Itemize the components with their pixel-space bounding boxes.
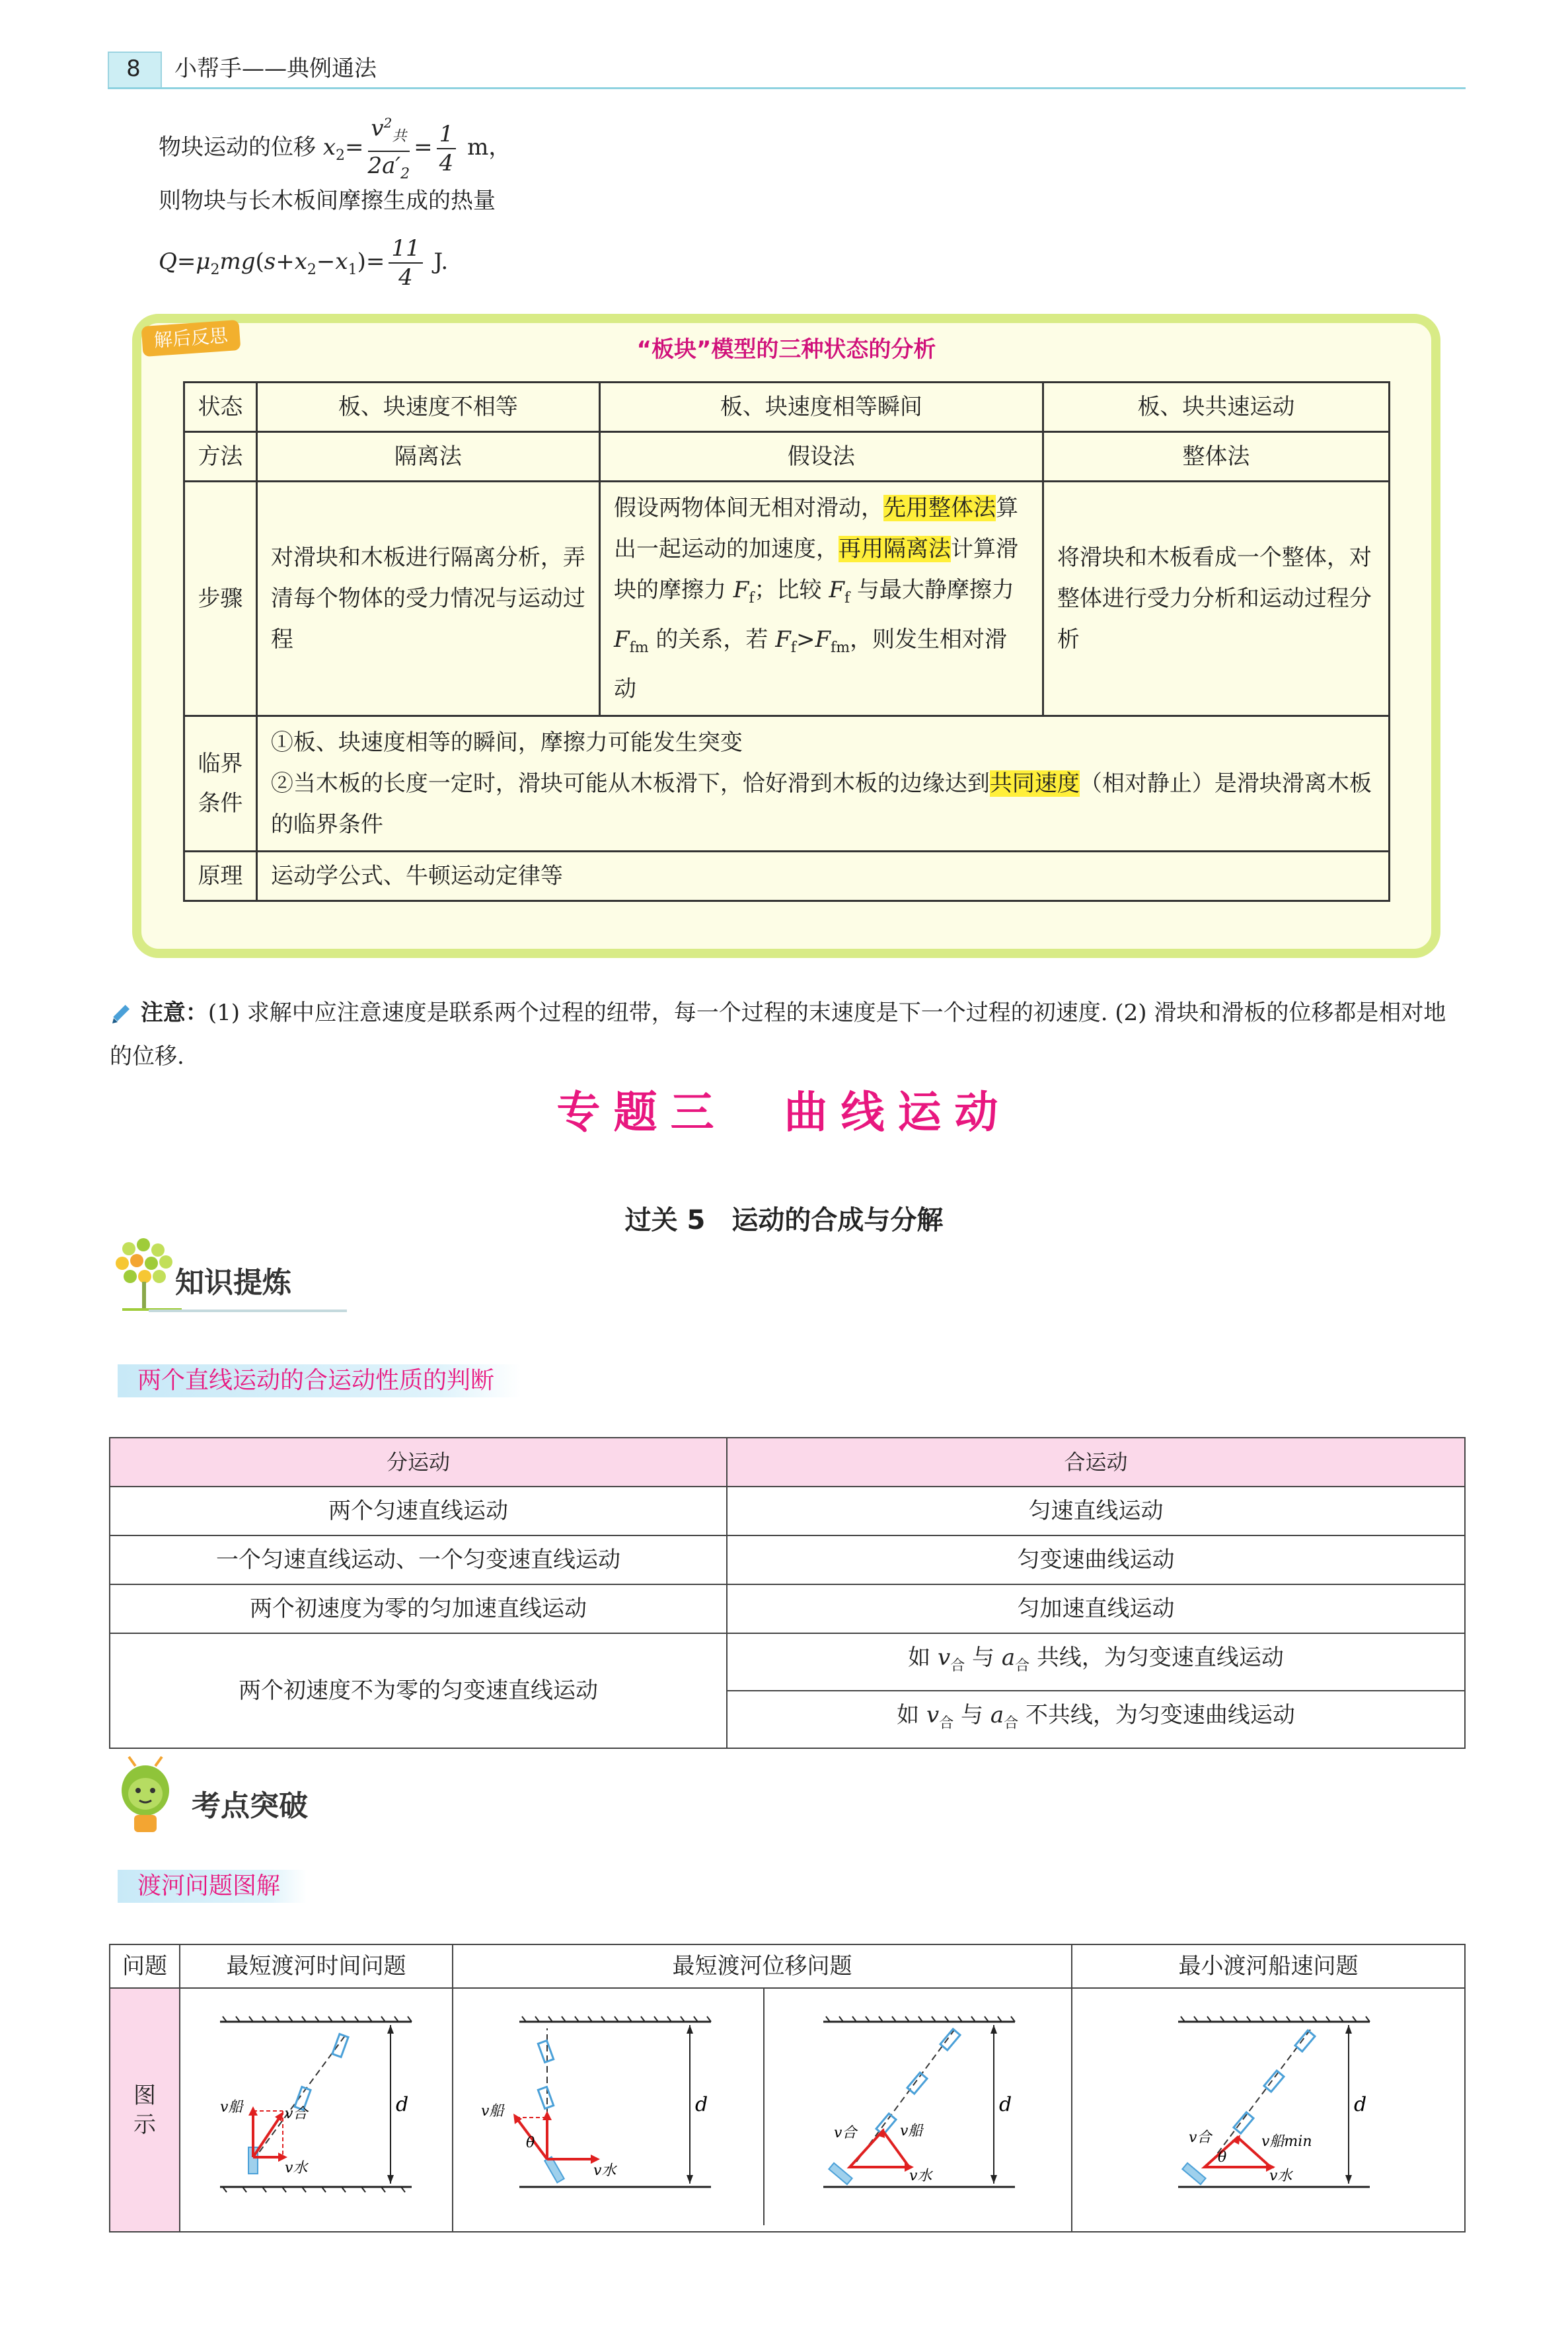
table-row xyxy=(110,1487,1465,1535)
table-cell: 匀速直线运动 xyxy=(727,1487,1465,1535)
table-row xyxy=(110,1633,1465,1691)
row-label: 步骤 xyxy=(184,482,257,716)
table-cell: 一个匀速直线运动、一个匀变速直线运动 xyxy=(110,1535,727,1584)
table-cell: 匀加速直线运动 xyxy=(727,1584,1465,1633)
highlight-text: 再用隔离法 xyxy=(838,536,951,562)
table-header-row xyxy=(110,1438,1465,1487)
diagram-shortest-displacement xyxy=(453,1988,1072,2232)
svg-text:θ: θ xyxy=(1217,2149,1227,2166)
highlight-text: 共同速度 xyxy=(989,770,1080,797)
river-diagram xyxy=(180,1989,451,2225)
svg-text:v船min: v船min xyxy=(1261,2133,1312,2150)
table-row xyxy=(184,383,1390,432)
table-row xyxy=(184,482,1390,716)
table-cell: 隔离法 xyxy=(256,432,599,482)
cell-text: ②当木板的长度一定时，滑块可能从木板滑下，恰好滑到木板的边缘达到 xyxy=(270,770,990,797)
reflection-tag: 解后反思 xyxy=(141,320,241,357)
row-label: 方法 xyxy=(184,432,257,482)
header-rule xyxy=(108,87,1466,89)
diagram-shortest-time xyxy=(180,1988,453,2232)
row-label: 图示 xyxy=(110,1988,180,2232)
table-cell: 如 $v_合$ 与 $a_合$ 共线，为匀变速直线运动 xyxy=(727,1633,1465,1691)
highlight-text: 先用整体法 xyxy=(883,495,996,521)
formula-line-2: 则物块与长木板间摩擦生成的热量 xyxy=(159,188,496,214)
svg-text:v船: v船 xyxy=(899,2123,923,2139)
svg-text:d: d xyxy=(1353,2093,1367,2116)
svg-text:v水: v水 xyxy=(285,2160,308,2176)
cell-text: ；比较 xyxy=(754,577,822,603)
breakthrough-label: 考点突破 xyxy=(192,1789,308,1823)
cell-text: 假设两物体间无相对滑动， xyxy=(613,495,883,521)
column-header: 问题 xyxy=(110,1944,180,1988)
note-text: (1) 求解中应注意速度是联系两个过程的纽带，每一个过程的末速度是下一个过程的初速度. (2) 滑块和滑板的位移都是相对地的位移. xyxy=(110,1000,1446,1070)
river-crossing-table xyxy=(109,1944,1466,2233)
pencil-icon xyxy=(110,1002,133,1026)
table-cell: 如 $v_合$ 与 $a_合$ 不共线，为匀变速曲线运动 xyxy=(727,1691,1465,1748)
knowledge-label: 知识提炼 xyxy=(175,1266,291,1300)
tree-icon xyxy=(109,1236,182,1315)
note-label: 注意： xyxy=(140,1000,208,1026)
table-cell: 运动学公式、牛顿运动定律等 xyxy=(256,851,1389,901)
svg-text:d: d xyxy=(998,2093,1012,2116)
cell-text: 与最大静摩擦力 xyxy=(856,577,1014,603)
table-row xyxy=(184,432,1390,482)
svg-text:v水: v水 xyxy=(909,2168,932,2184)
svg-text:v合: v合 xyxy=(285,2106,308,2122)
table-cell: 板、块共速运动 xyxy=(1043,383,1389,432)
table-cell: 将滑块和木板看成一个整体，对整体进行受力分析和运动过程分析 xyxy=(1043,482,1389,716)
svg-text:v合: v合 xyxy=(1188,2129,1212,2146)
running-title: 小帮手——典例通法 xyxy=(174,55,377,82)
column-header: 最短渡河位移问题 xyxy=(453,1944,1072,1988)
svg-text:d: d xyxy=(396,2093,409,2116)
breakthrough-heading xyxy=(109,1754,373,1840)
river-diagram xyxy=(1072,1989,1464,2225)
column-header: 最小渡河船速问题 xyxy=(1072,1944,1465,1988)
cell-text: 算出一起运动的加速度， xyxy=(613,495,1018,562)
table-row xyxy=(110,1535,1465,1584)
table-cell: 对滑块和木板进行隔离分析，弄清每个物体的受力情况与运动过程 xyxy=(256,482,599,716)
heading-underline xyxy=(149,1310,347,1312)
formula-line-3: $Q=\mu_2mg(s+x_2-x_1)=$ $\frac{11}{4}$ J. xyxy=(159,235,449,291)
cell-text: （相对静止）是滑块滑离木板的临界条件 xyxy=(270,770,1372,838)
svg-text:v水: v水 xyxy=(1269,2168,1292,2184)
table-cell: 两个初速度不为零的匀变速直线运动 xyxy=(110,1633,727,1748)
formula-text: 物块运动的位移 xyxy=(159,133,316,161)
board-block-table xyxy=(183,381,1390,902)
river-diagram xyxy=(453,1989,1071,2225)
table-cell: 匀变速曲线运动 xyxy=(727,1535,1465,1584)
table-cell: 两个匀速直线运动 xyxy=(110,1487,727,1535)
table-row xyxy=(110,1988,1465,2232)
column-header: 最短渡河时间问题 xyxy=(180,1944,453,1988)
cell-text: 计算滑块的摩擦力 xyxy=(613,536,1018,603)
knowledge-heading xyxy=(109,1236,360,1315)
cell-text: 的关系，若 xyxy=(655,626,768,653)
diagram-min-ship-speed xyxy=(1072,1988,1465,2232)
table-row xyxy=(184,716,1390,851)
column-header: 分运动 xyxy=(110,1438,727,1487)
row-label: 临界条件 xyxy=(184,716,257,851)
table-cell: 假设两物体间无相对滑动，先用整体法算出一起运动的加速度，再用隔离法计算滑块的摩擦力 $F_f$；比较 $F_f$ 与最大静摩擦力 $F_{fm}$ 的关系，若 $F_f>F_{fm}$，则发生相对滑动 xyxy=(599,482,1043,716)
table-cell: 板、块速度相等瞬间 xyxy=(599,383,1043,432)
svg-text:d: d xyxy=(694,2093,708,2116)
column-header: 合运动 xyxy=(727,1438,1465,1487)
cell-text: ，则发生相对滑动 xyxy=(613,626,1008,702)
table-cell: 整体法 xyxy=(1043,432,1389,482)
page-number: 8 xyxy=(126,55,141,82)
section-banner: 渡河问题图解 xyxy=(118,1870,307,1903)
svg-text:v水: v水 xyxy=(593,2162,616,2179)
table-cell: 假设法 xyxy=(599,432,1043,482)
svg-text:θ: θ xyxy=(525,2135,535,2151)
table-row xyxy=(184,851,1390,901)
cell-text: ①板、块速度相等的瞬间，摩擦力可能发生突变 xyxy=(270,729,743,756)
mascot-icon xyxy=(109,1754,182,1840)
table-header-row xyxy=(110,1944,1465,1988)
formula-unit: J. xyxy=(433,248,449,275)
table-cell: 两个初速度为零的匀加速直线运动 xyxy=(110,1584,727,1633)
formula-line-1: 物块运动的位移 $x_2=$ $\frac{v^2_共}{2a'_2}$ = $\frac{1}{4}$ m， xyxy=(159,109,511,188)
svg-text:v船: v船 xyxy=(220,2099,243,2116)
combined-motion-table xyxy=(109,1437,1466,1749)
reflection-title: “板块”模型的三种状态的分析 xyxy=(636,336,936,363)
table-cell: 板、块速度不相等 xyxy=(256,383,599,432)
note-paragraph xyxy=(110,991,1464,1078)
svg-text:v船: v船 xyxy=(480,2103,504,2120)
pass-title: 过关 5 运动的合成与分解 xyxy=(624,1205,944,1236)
topic-title: 专题三 曲线运动 xyxy=(556,1087,1012,1138)
table-row xyxy=(110,1584,1465,1633)
table-cell xyxy=(256,716,1389,851)
section-banner: 两个直线运动的合运动性质的判断 xyxy=(118,1364,521,1397)
formula-unit: m， xyxy=(467,133,511,161)
row-label: 状态 xyxy=(184,383,257,432)
svg-text:v合: v合 xyxy=(833,2125,857,2141)
row-label: 原理 xyxy=(184,851,257,901)
